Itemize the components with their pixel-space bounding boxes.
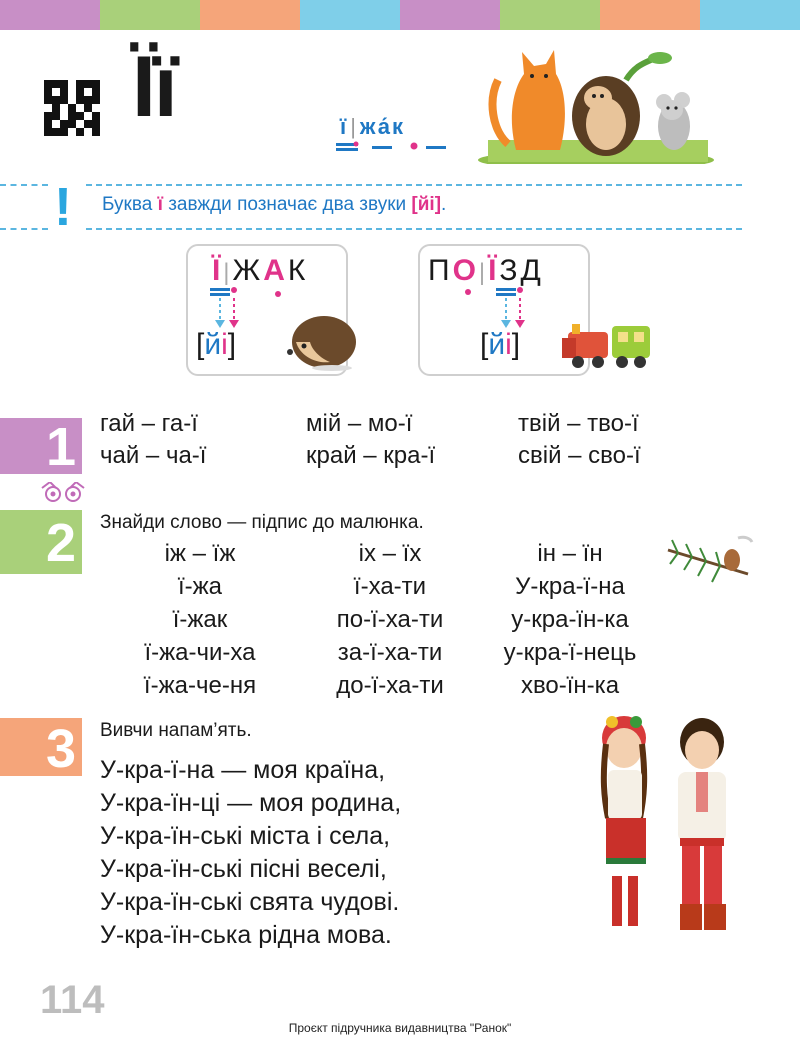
poem-line: У-кра-ї-на — моя країна, (100, 756, 386, 784)
word: іж – їж (164, 540, 236, 567)
word: ї-ха-ти (353, 573, 427, 600)
divider (86, 184, 742, 186)
hedgehog-icon (282, 306, 360, 372)
rule-text (102, 194, 446, 216)
scheme-letter: Д (520, 254, 544, 287)
word-pair: твій – тво-ї (518, 410, 639, 437)
strip-segment (500, 0, 600, 30)
word: у-кра-ї-нець (503, 639, 637, 666)
divider (0, 228, 48, 230)
bracket: ] (511, 328, 521, 361)
header-word: ї|жа́к (340, 114, 406, 139)
rule-prefix: Буква (102, 194, 158, 215)
train-icon (560, 318, 654, 370)
page-number: 114 (40, 978, 105, 1022)
exercise-number: 3 (0, 718, 82, 776)
word-pair: мій – мо-ї (306, 410, 413, 437)
scheme-letter: О (452, 254, 479, 287)
exercise-instruction: Вивчи напам’ять. (100, 720, 252, 741)
footer-text: Проєкт підручника видавництва "Ранок" (288, 1021, 512, 1035)
word: хво-їн-ка (520, 672, 620, 699)
exercise-number: 1 (0, 418, 82, 474)
header-word-letter: к (392, 114, 406, 139)
owl-eyes-icon (40, 482, 86, 502)
bracket: [ (196, 328, 205, 361)
strip-segment (400, 0, 500, 30)
sound-scheme-icon (336, 140, 456, 154)
header-word-letter: ї (340, 114, 349, 139)
strip-segment (0, 0, 100, 30)
word: іх – їх (358, 540, 422, 567)
rule-middle: завжди позначає два звуки (162, 194, 412, 215)
word-pair: гай – га-ї (100, 410, 198, 437)
rule-letter: ї (157, 194, 163, 215)
word: по-ї-ха-ти (336, 606, 444, 633)
word: ї-жа-чи-ха (144, 639, 256, 666)
scheme-letter: П (428, 254, 453, 287)
letter-title: Її (132, 39, 176, 135)
sound-i: і (221, 328, 228, 361)
word-pair: край – кра-ї (306, 442, 436, 469)
exercise2-words (100, 540, 660, 699)
poem-line: У-кра-їн-ська рідна мова. (100, 921, 392, 949)
sound-i: і (505, 328, 512, 361)
scheme-letter: З (499, 254, 521, 287)
poem (100, 756, 560, 954)
word: до-ї-ха-ти (336, 672, 444, 699)
poem-line: У-кра-їн-ські свята чудові. (100, 888, 400, 916)
word: ї-жа (177, 573, 223, 600)
exercise1-rows (100, 410, 700, 474)
word-pair: свій – сво-ї (518, 442, 641, 469)
strip-segment (600, 0, 700, 30)
exercise-instruction: Знайди слово — підпис до малюнка. (100, 512, 424, 533)
sound-arrows-icon (458, 286, 528, 330)
word: за-ї-ха-ти (337, 639, 443, 666)
divider (86, 228, 742, 230)
poem-line: У-кра-їн-ці — моя родина, (100, 789, 402, 817)
bracket: ] (227, 328, 237, 361)
word-pair: чай – ча-ї (100, 442, 207, 469)
scheme-word: Ї|ЖАК (212, 254, 309, 287)
top-color-strip (0, 0, 800, 30)
sound-notation (480, 328, 520, 362)
word: ін – їн (537, 540, 603, 567)
attention-icon: ! (54, 177, 72, 237)
header-word-letter: ж (359, 114, 378, 139)
sound-y: й (204, 328, 222, 361)
scheme-letter: Ї (212, 254, 224, 287)
word: ї-жа-че-ня (143, 672, 257, 699)
poem-line: У-кра-їн-ські міста і села, (100, 822, 391, 850)
scheme-letter: Ж (232, 254, 264, 287)
header-word-letter: а́ (377, 114, 393, 139)
strip-segment (100, 0, 200, 30)
word: у-кра-їн-ка (511, 606, 629, 633)
rule-end: . (441, 194, 447, 215)
rule-sounds: [йі] (411, 194, 442, 215)
pine-branch-icon (664, 530, 754, 590)
strip-segment (200, 0, 300, 30)
scheme-letter: Ї (488, 254, 500, 287)
strip-segment (700, 0, 800, 30)
scheme-letter: А (263, 254, 288, 287)
sound-notation (196, 328, 236, 362)
scheme-word: ПО|ЇЗД (428, 254, 544, 287)
divider (0, 184, 48, 186)
qr-code-icon[interactable] (44, 80, 100, 136)
sound-y: й (488, 328, 506, 361)
strip-segment (300, 0, 400, 30)
poem-line: У-кра-їн-ські пісні веселі, (100, 855, 387, 883)
children-illustration (590, 708, 750, 938)
bracket: [ (480, 328, 489, 361)
scheme-letter: К (287, 254, 309, 287)
exercise-number: 2 (0, 510, 82, 574)
word: ї-жак (172, 606, 228, 633)
animals-illustration (478, 40, 714, 164)
word: У-кра-ї-на (515, 573, 625, 600)
